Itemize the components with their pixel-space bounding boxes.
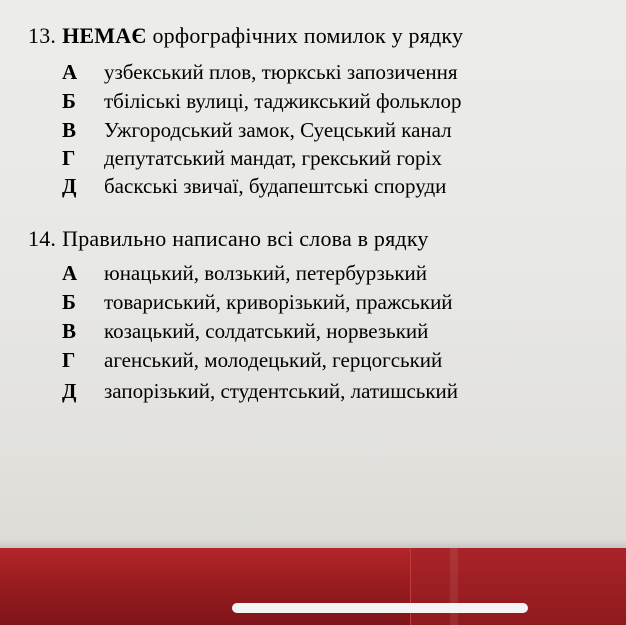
option-letter: Д: [62, 174, 77, 198]
option-letter: В: [62, 319, 77, 343]
question-14-option-a: [62, 260, 427, 287]
question-text: Правильно написано всі слова в рядку: [62, 226, 429, 251]
option-letter: Б: [62, 89, 76, 113]
option-letter: Г: [62, 348, 76, 372]
red-surface: [0, 548, 626, 625]
option-text: Ужгородський замок, Суецський канал: [104, 118, 452, 142]
home-indicator[interactable]: [232, 603, 528, 613]
question-number: 14.: [28, 226, 57, 251]
option-letter: Д: [62, 379, 77, 403]
option-text: баскські звичаї, будапештські споруди: [104, 174, 447, 198]
question-13-title: [28, 22, 463, 50]
question-13-option-b: [62, 88, 462, 115]
option-text: агенський, молодецький, герцогський: [104, 348, 443, 372]
question-13-option-d: [62, 145, 442, 172]
option-letter: А: [62, 261, 78, 285]
option-text: депутатський мандат, грекський горіх: [104, 146, 442, 170]
option-letter: Б: [62, 290, 76, 314]
option-letter: Г: [62, 146, 76, 170]
question-14-option-e: [62, 378, 458, 405]
option-text: тбіліські вулиці, таджикський фольклор: [104, 89, 462, 113]
option-text: юнацький, волзький, петербурзький: [104, 261, 428, 285]
red-sheet-fold: [450, 548, 458, 625]
question-14-option-b: [62, 289, 453, 316]
question-14-title: [28, 225, 429, 253]
option-text: узбекський плов, тюркські запозичення: [104, 60, 458, 84]
question-14-option-d: [62, 347, 442, 374]
question-13-option-c: [62, 117, 452, 144]
option-letter: А: [62, 60, 78, 84]
option-text: запорізький, студентський, латишський: [104, 379, 459, 403]
question-text: орфографічних помилок у рядку: [152, 23, 464, 48]
question-emphasis: НЕМАЄ: [62, 23, 147, 48]
red-sheet: [410, 548, 626, 625]
option-text: козацький, солдатський, норвезький: [104, 319, 429, 343]
option-text: товариський, криворізький, пражський: [104, 290, 453, 314]
question-13-option-e: [62, 173, 446, 200]
question-14-option-c: [62, 318, 428, 345]
question-number: 13.: [28, 23, 57, 48]
option-letter: В: [62, 118, 77, 142]
question-13-option-a: [62, 59, 458, 86]
